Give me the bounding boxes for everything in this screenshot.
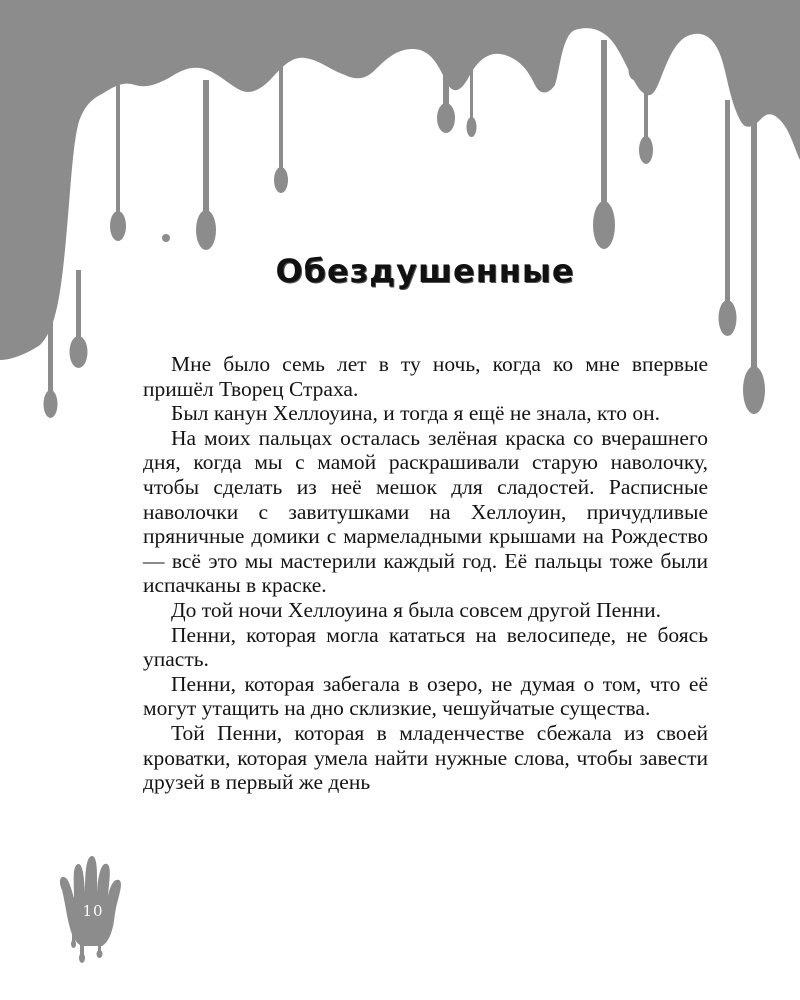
page-number: 10: [82, 902, 104, 920]
paragraph: Был канун Хеллоуина, и тогда я ещё не знала, кто он.: [171, 401, 661, 426]
paragraph: Мне было семь лет в ту ночь, когда ко мне впервые пришёл Творец Страха.: [143, 352, 708, 401]
chapter-title: Обездушенные: [275, 252, 575, 290]
page-footer: [52, 852, 134, 964]
paragraph: Той Пенни, которая в младенчестве сбежала из своей кроватки, которая умела найти нужные слова, чтобы завести друзей в первый же день: [143, 720, 708, 795]
paragraph: Пенни, которая забегала в озеро, не думая о том, что её могут утащить на дно склизкие, чешуйчатые существа.: [143, 671, 708, 721]
body-text: [143, 352, 708, 795]
paragraph: На моих пальцах осталась зелёная краска со вчерашнего дня, когда мы с мамой раскрашивали старую наволочку, чтобы сделать из неё мешок для сладостей. Расписные наволочки с завитушками на Хеллоуин, причудливые пряничные домики с мармеладными крышами на Рождество — всё это мы мастерили каждый год. Её пальцы тоже были испачканы в краске.: [143, 425, 708, 598]
paragraph: Пенни, которая могла кататься на велосипеде, не боясь упасть.: [143, 622, 708, 672]
paragraph: До той ночи Хеллоуина я была совсем другой Пенни.: [171, 597, 662, 622]
